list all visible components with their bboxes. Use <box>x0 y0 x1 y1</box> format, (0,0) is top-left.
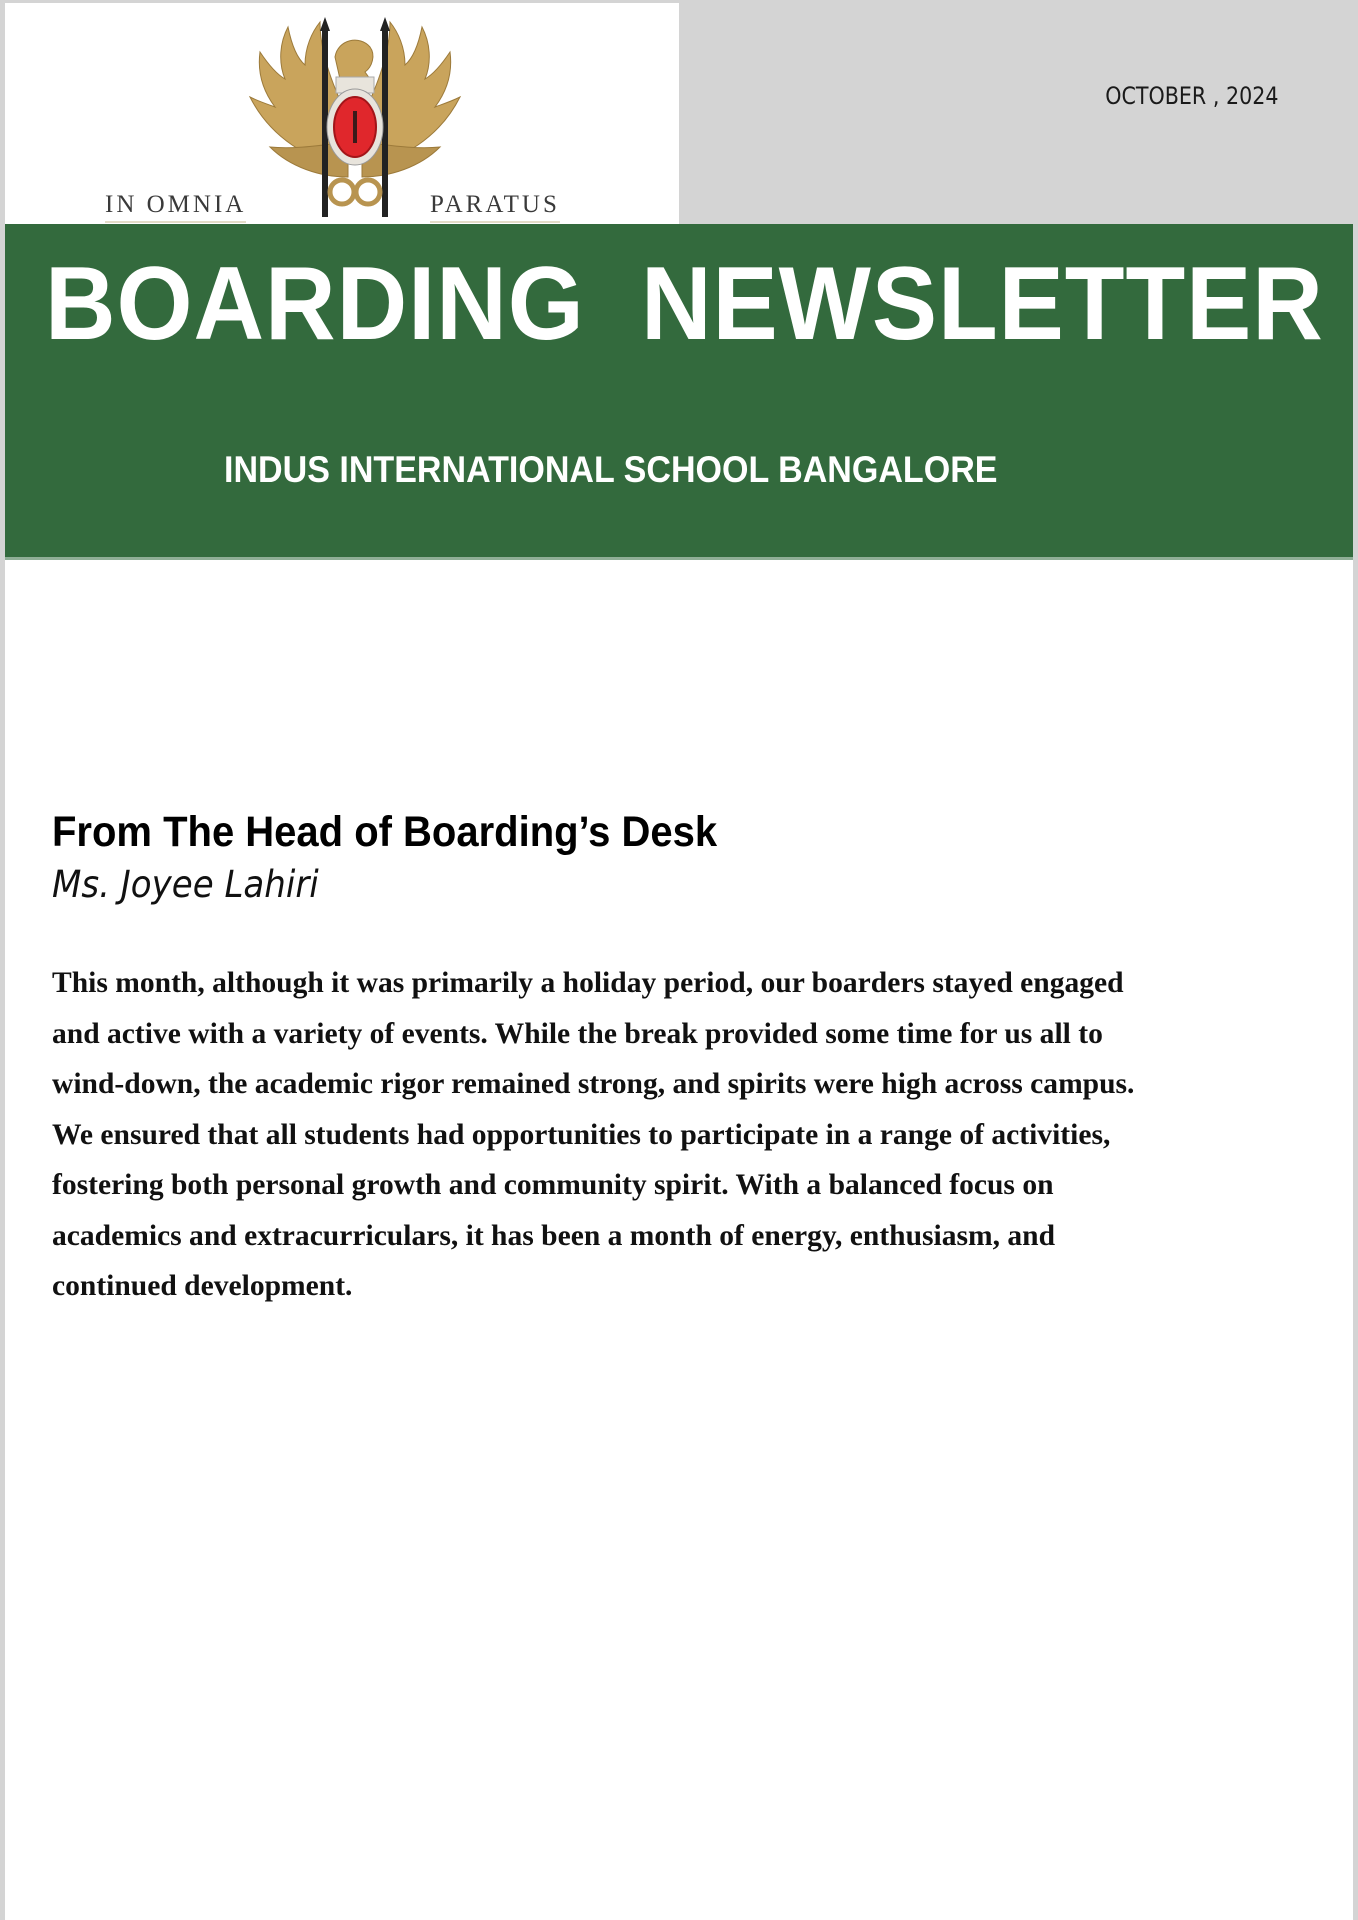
body-line: and active with a variety of events. While the break provided some time for us all to <box>52 1016 1103 1050</box>
body-line: academics and extracurriculars, it has been a month of energy, enthusiasm, and <box>52 1218 1056 1252</box>
eagle-icon <box>335 40 374 93</box>
author-name: Ms. Joyee Lahiri <box>52 863 319 906</box>
motto-left: IN OMNIA <box>105 191 246 223</box>
section-heading: From The Head of Boarding’s Desk <box>52 808 718 856</box>
body-line: continued development. <box>52 1269 353 1302</box>
body-line: fostering both personal growth and community spirit. With a balanced focus on <box>52 1168 1054 1201</box>
shield-icon <box>327 89 383 165</box>
motto-right: PARATUS <box>430 191 560 223</box>
body-line: wind-down, the academic rigor remained strong, and spirits were high across campus. <box>52 1067 1135 1100</box>
school-name: INDUS INTERNATIONAL SCHOOL BANGALORE <box>224 449 998 490</box>
article-body <box>52 958 1292 1312</box>
right-wing-icon <box>362 22 460 177</box>
issue-date: OCTOBER , 2024 <box>1104 82 1278 110</box>
scroll-ornament-icon <box>330 180 380 204</box>
title-banner <box>5 224 1353 560</box>
left-wing-icon <box>250 22 348 177</box>
logo-box <box>5 3 679 224</box>
header-date-panel <box>679 0 1353 224</box>
body-line: This month, although it was primarily a holiday period, our boarders stayed engaged <box>52 966 1124 999</box>
newsletter-title: BOARDING NEWSLETTER <box>45 246 1324 362</box>
body-line: We ensured that all students had opportunities to participate in a range of activities, <box>52 1117 1111 1151</box>
